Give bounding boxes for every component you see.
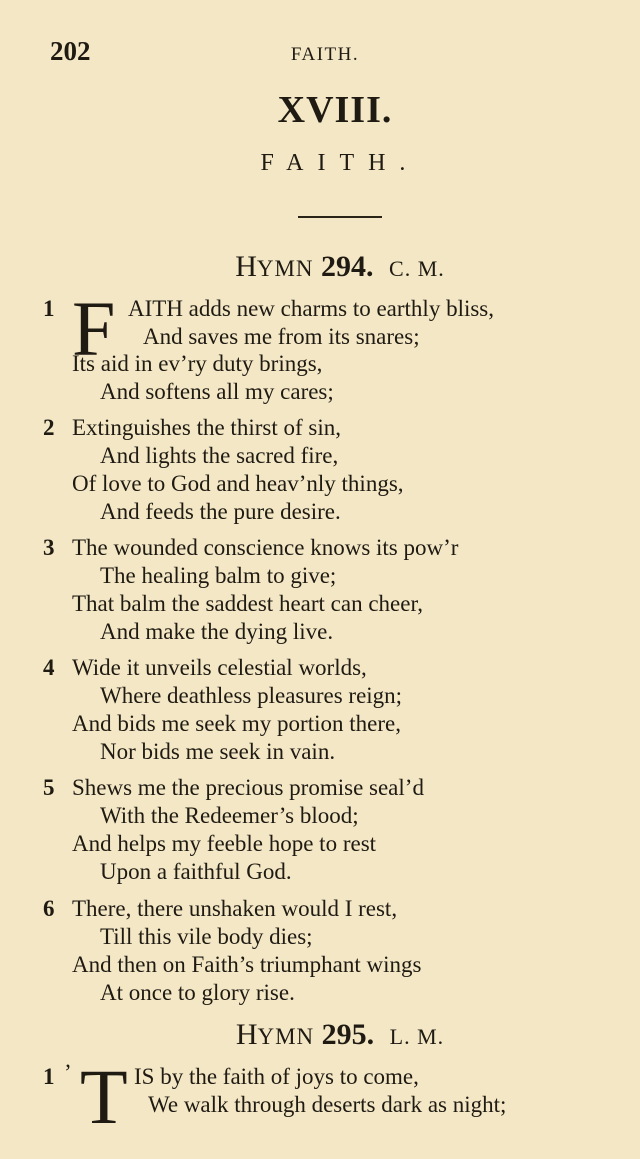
hymn-number: 295.: [321, 1018, 375, 1051]
verse-line: And bids me seek my portion there,: [72, 711, 401, 736]
verse-line: And softens all my cares;: [100, 379, 334, 404]
verse-number: 1: [43, 1064, 55, 1089]
verse-line: And saves me from its snares;: [143, 324, 420, 349]
verse-number: 5: [43, 775, 55, 800]
verse-line: And helps my feeble hope to rest: [72, 831, 377, 856]
verse-line: And then on Faith’s triumphant wings: [72, 952, 422, 977]
verse-line: Wide it unveils celestial worlds,: [72, 655, 367, 680]
hymn-meter: L. M.: [389, 1024, 445, 1049]
section-rule: [298, 216, 382, 218]
verse-line: And feeds the pure desire.: [100, 499, 341, 524]
page-number: 202: [50, 36, 91, 66]
verse-line: The wounded conscience knows its pow’r: [72, 535, 459, 560]
hymn-word-initial: H: [235, 250, 257, 283]
verse-line: Upon a faithful God.: [100, 859, 292, 884]
hymn-word-rest: YMN: [256, 256, 314, 281]
verse-number: 6: [43, 896, 55, 921]
verse-line: And lights the sacred fire,: [100, 443, 339, 468]
verse-line: At once to glory rise.: [100, 980, 295, 1005]
verse-line: Its aid in ev’ry duty brings,: [72, 351, 323, 376]
running-title: FAITH.: [290, 44, 360, 65]
verse-line: Where deathless pleasures reign;: [100, 683, 403, 708]
verse-line: With the Redeemer’s blood;: [100, 803, 359, 828]
hymn-number: 294.: [321, 250, 374, 283]
verse-line: IS by the faith of joys to come,: [134, 1064, 419, 1089]
verse-line: We walk through deserts dark as night;: [148, 1092, 507, 1117]
hymn-word-rest: YMN: [257, 1024, 315, 1049]
verse-number: 4: [43, 655, 55, 680]
verse-line: Of love to God and heav’nly things,: [72, 471, 404, 496]
apostrophe-prefix: ’: [64, 1060, 72, 1085]
verse-line: That balm the saddest heart can cheer,: [72, 591, 423, 616]
verse-line: The healing balm to give;: [100, 563, 337, 588]
verse-number: 3: [43, 535, 55, 560]
verse-line: Shews me the precious promise seal’d: [72, 775, 424, 800]
verse-line: Till this vile body dies;: [100, 924, 313, 949]
verse-line: And make the dying live.: [100, 619, 334, 644]
section-title: FAITH.: [260, 150, 420, 176]
hymn-heading: [0, 1018, 640, 1052]
hymn-word-initial: H: [235, 1018, 258, 1051]
verse-line: AITH adds new charms to earthly bliss,: [128, 296, 495, 321]
hymn-heading: [0, 250, 640, 284]
hymn-meter: C. M.: [389, 256, 445, 281]
section-number: XVIII.: [277, 89, 393, 131]
running-head: [50, 36, 600, 68]
drop-cap: F: [72, 285, 116, 372]
verse-number: 1: [43, 296, 55, 321]
verse-line: Extinguishes the thirst of sin,: [72, 415, 341, 440]
verse-number: 2: [43, 415, 55, 440]
verse-line: Nor bids me seek in vain.: [100, 739, 336, 764]
verse-line: There, there unshaken would I rest,: [72, 896, 398, 921]
drop-cap: T: [80, 1053, 128, 1140]
